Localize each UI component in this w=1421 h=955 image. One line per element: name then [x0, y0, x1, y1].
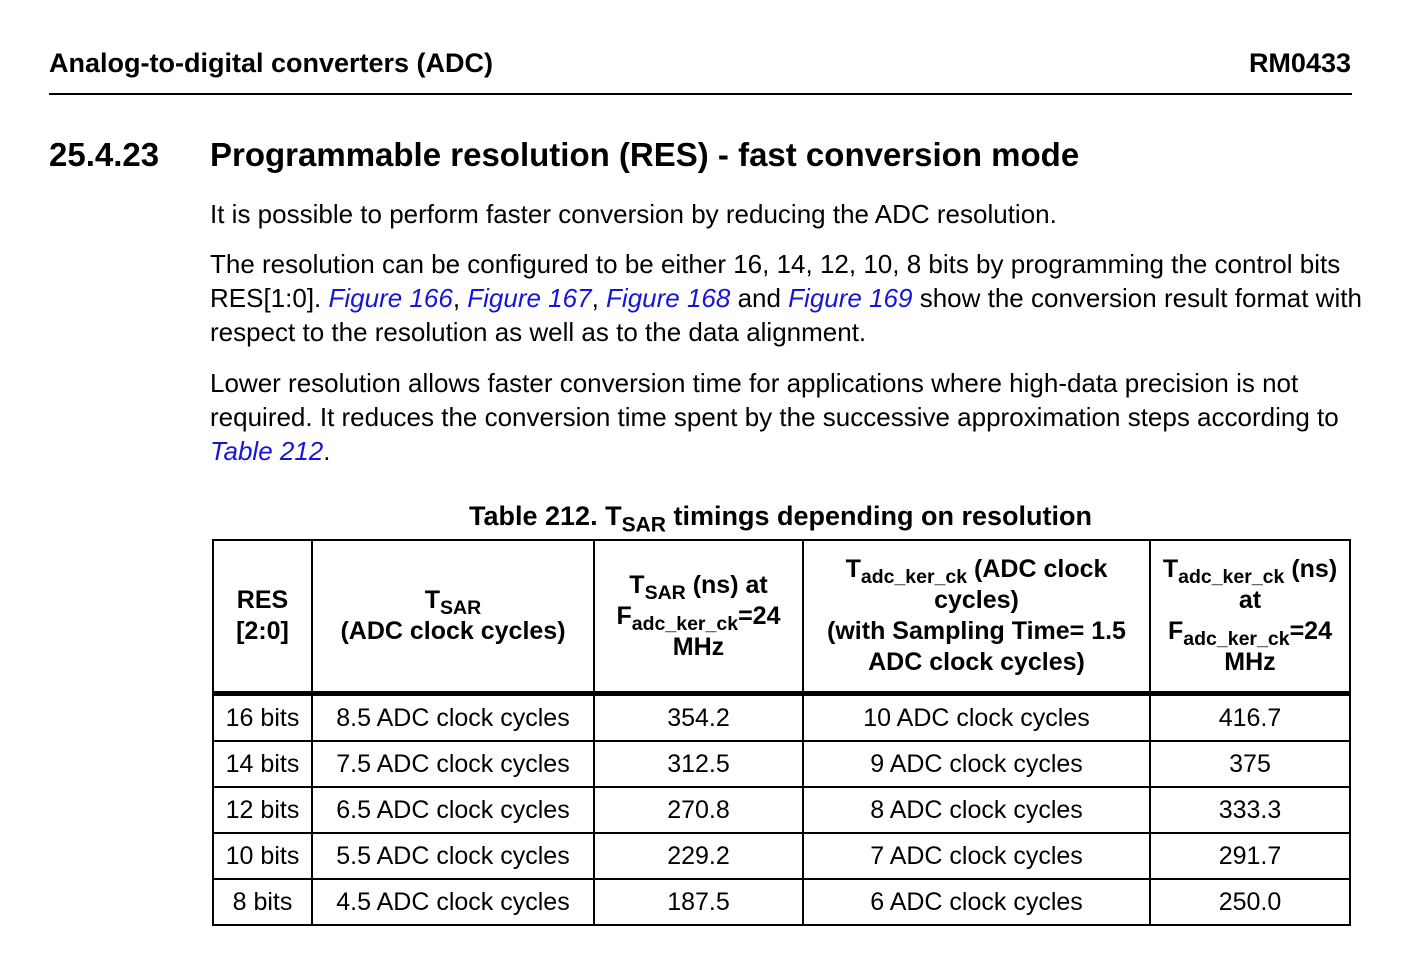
table-row	[213, 741, 1350, 787]
table-row	[213, 787, 1350, 833]
header-tsar-cycles: $T_{SAR}$ (ADC clock cycles)	[312, 540, 594, 694]
separator-text: and	[730, 283, 789, 313]
cell-tsar-ns: 354.2	[594, 694, 803, 742]
paragraph-intro: It is possible to perform faster conversion by reducing the ADC resolution.	[210, 199, 1057, 229]
paragraph-text: The resolution can be configured to be either 16, 14, 12, 10, 8 bits by programming the control bits RES[1:0].	[210, 249, 1341, 313]
header-res: RES [2:0]	[213, 540, 312, 694]
header-tadc-ns: $T_{adc\_ker\_ck}$ (ns) at $F_{adc\_ker\_ck}=24$ MHz	[1150, 540, 1350, 694]
table-row	[213, 833, 1350, 879]
link-table-212[interactable]: Table 212	[210, 436, 324, 466]
cell-tadc-cycles: 6 ADC clock cycles	[803, 879, 1150, 925]
cell-tsar-cycles: 7.5 ADC clock cycles	[312, 741, 594, 787]
cell-res: 10 bits	[213, 833, 312, 879]
header-tadc-cycles: $T_{adc\_ker\_ck}$ (ADC clock cycles) (with Sampling Time= 1.5 ADC clock cycles)	[803, 540, 1150, 694]
table-caption: Table 212. $T_{SAR}$ timings depending on resolution	[469, 501, 1092, 537]
cell-tadc-ns: 291.7	[1150, 833, 1350, 879]
section-number: 25.4.23	[49, 136, 160, 173]
link-figure-167[interactable]: Figure 167	[467, 283, 592, 313]
chapter-title: Analog-to-digital converters (ADC)	[49, 48, 494, 78]
cell-tadc-cycles: 8 ADC clock cycles	[803, 787, 1150, 833]
table-row	[213, 879, 1350, 925]
cell-res: 12 bits	[213, 787, 312, 833]
cell-res: 14 bits	[213, 741, 312, 787]
separator-text: ,	[591, 283, 607, 313]
table-row	[213, 694, 1350, 742]
link-figure-168[interactable]: Figure 168	[606, 283, 731, 313]
cell-tadc-cycles: 7 ADC clock cycles	[803, 833, 1150, 879]
cell-tadc-cycles: 9 ADC clock cycles	[803, 741, 1150, 787]
cell-tsar-cycles: 6.5 ADC clock cycles	[312, 787, 594, 833]
cell-tsar-ns: 270.8	[594, 787, 803, 833]
cell-tsar-ns: 312.5	[594, 741, 803, 787]
table-header-row	[213, 540, 1350, 694]
paragraph-lower-resolution	[210, 366, 1370, 468]
cell-tadc-ns: 333.3	[1150, 787, 1350, 833]
cell-res: 8 bits	[213, 879, 312, 925]
paragraph-text: show the conversion result format with respect to the resolution as well as to the data alignment.	[210, 283, 1362, 347]
cell-tadc-cycles: 10 ADC clock cycles	[803, 694, 1150, 742]
cell-tadc-ns: 250.0	[1150, 879, 1350, 925]
cell-tsar-ns: 229.2	[594, 833, 803, 879]
cell-tsar-cycles: 8.5 ADC clock cycles	[312, 694, 594, 742]
section-title: Programmable resolution (RES) - fast conversion mode	[210, 136, 1080, 173]
cell-res: 16 bits	[213, 694, 312, 742]
cell-tadc-ns: 375	[1150, 741, 1350, 787]
header-tsar-ns: $T_{SAR}$ (ns) at $F_{adc\_ker\_ck}=24$ MHz	[594, 540, 803, 694]
cell-tsar-ns: 187.5	[594, 879, 803, 925]
header-divider	[49, 93, 1352, 95]
link-figure-166[interactable]: Figure 166	[328, 283, 453, 313]
link-figure-169[interactable]: Figure 169	[788, 283, 913, 313]
cell-tsar-cycles: 5.5 ADC clock cycles	[312, 833, 594, 879]
cell-tadc-ns: 416.7	[1150, 694, 1350, 742]
paragraph-resolution	[210, 247, 1370, 349]
separator-text: ,	[452, 283, 468, 313]
document-id: RM0433	[1248, 48, 1351, 78]
tsar-timings-table	[212, 539, 1351, 926]
paragraph-text: .	[323, 436, 331, 466]
paragraph-text: Lower resolution allows faster conversion time for applications where high-data precision is not required. It reduces the conversion time spent by the successive approximation steps according to	[210, 368, 1339, 432]
cell-tsar-cycles: 4.5 ADC clock cycles	[312, 879, 594, 925]
